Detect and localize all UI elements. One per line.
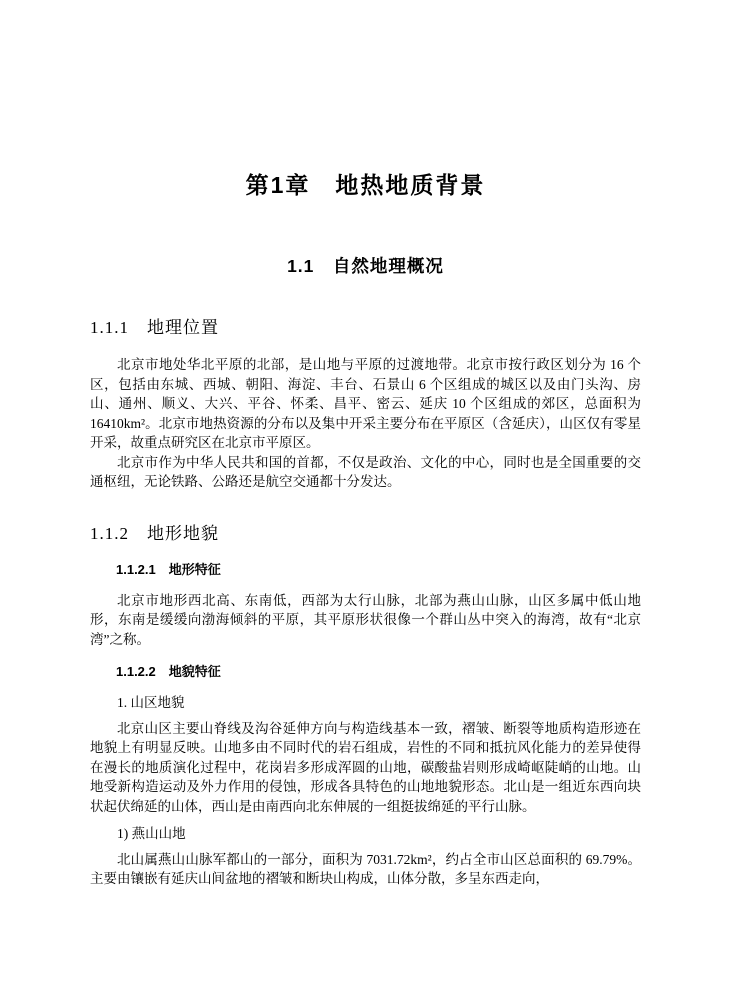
heading-1-1-2-topography: 1.1.2 地形地貌 <box>90 523 219 543</box>
paragraph-geographic-location-1: 北京市地处华北平原的北部，是山地与平原的过渡地带。北京市按行政区划分为 16 个区，包括由东城、西城、朝阳、海淀、丰台、石景山 6 个区组成的城区以及由门头沟、房山、通州、顺义、大兴、平谷、怀柔、昌平、密云、延庆 10 个区组成的郊区，总面积为 16410km²。北京市地热资源的分布以及集中开采主要分布在平原区（含延庆），山区仅有零星开采，故重点研究区在北京市平原区。 <box>90 357 641 450</box>
list-item-mountain-geomorphology: 1. 山区地貌 <box>117 695 185 710</box>
paragraph-mountain-geomorphology: 北京山区主要山脊线及沟谷延伸方向与构造线基本一致，褶皱、断裂等地质构造形迹在地貌上有明显反映。山地多由不同时代的岩石组成，岩性的不同和抵抗风化能力的差异使得在漫长的地质演化过程中，花岗岩多形成浑圆的山地，碳酸盐岩则形成崎岖陡峭的山地。山地受新构造运动及外力作用的侵蚀，形成各具特色的山地地貌形态。北山是一组近东西向块状起伏绵延的山体，西山是由南西向北东伸展的一组挺拔绵延的平行山脉。 <box>90 720 641 814</box>
paragraph-terrain-features: 北京市地形西北高、东南低，西部为太行山脉，北部为燕山山脉，山区多属中低山地形，东南是缓缓向渤海倾斜的平原，其平原形状很像一个群山丛中突入的海湾，故有“北京湾”之称。 <box>90 592 641 647</box>
section-title: 1.1 自然地理概况 <box>287 256 444 276</box>
heading-1-1-2-2-geomorphic-features: 1.1.2.2 地貌特征 <box>116 664 221 679</box>
chapter-title: 第1章 地热地质背景 <box>245 172 486 198</box>
paragraph-geographic-location-2: 北京市作为中华人民共和国的首都，不仅是政治、文化的中心，同时也是全国重要的交通枢纽，无论铁路、公路还是航空交通都十分发达。 <box>90 454 641 489</box>
paragraph-yanshan-mountains: 北山属燕山山脉军都山的一部分，面积为 7031.72km²，约占全市山区总面积的 69.79%。主要由镶嵌有延庆山间盆地的褶皱和断块山构成，山体分散，多呈东西走向， <box>90 851 641 886</box>
heading-1-1-2-1-terrain-features: 1.1.2.1 地形特征 <box>116 561 221 577</box>
list-item-yanshan-mountains: 1) 燕山山地 <box>117 826 186 841</box>
heading-1-1-1-geographic-location: 1.1.1 地理位置 <box>90 318 219 337</box>
